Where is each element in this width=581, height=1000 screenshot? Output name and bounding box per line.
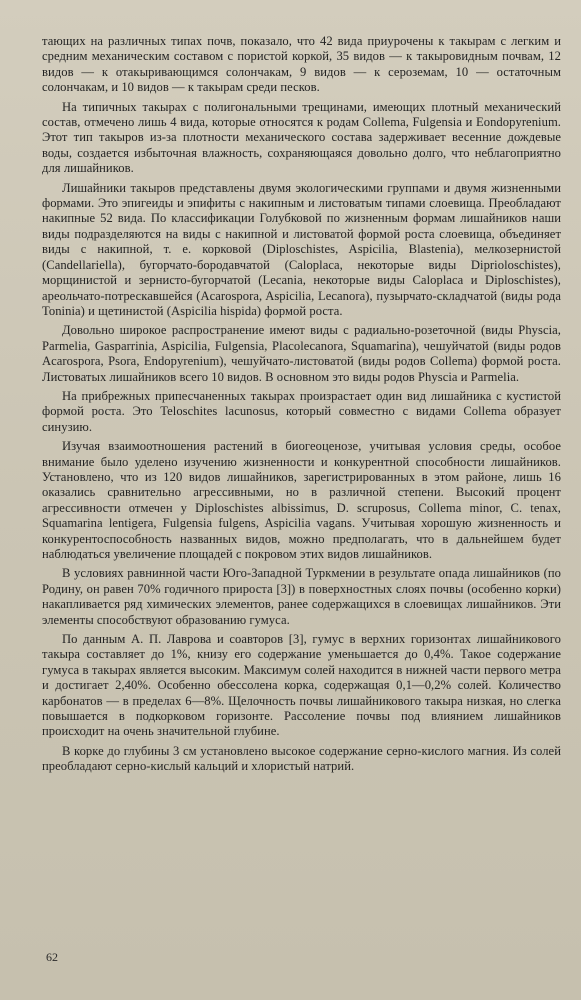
paragraph-2: На типичных такырах с полигональными трещинами, имеющих плотный механический состав, отмечено лишь 4 вида, которые относятся к родам Collema, Fulgensia и Eondopyrenium. Этот тип такыров из-за плотности механического состава задерживает весенние дождевые воды, создается избыточная влажность, сохраняющаяся довольно долго, что неблагоприятно для лишайников. bbox=[42, 99, 561, 176]
paragraph-4: Довольно широкое распространение имеют виды с радиально-розеточной (виды Physcia, Parmelia, Gasparrinia, Aspicilia, Fulgensia, Placolecanora, Squamarina), чешуйчатой (виды родов Acarospora, Psora, Endopyrenium), чешуйчато-листоватой (виды родов Collema) формой роста. Листоватых лишайников всего 10 видов. В основном это виды родов Physcia и Parmelia. bbox=[42, 323, 561, 384]
paragraph-9: В корке до глубины 3 см установлено высокое содержание серно-кислого магния. Из солей преобладают серно-кислый кальций и хлористый натрий. bbox=[42, 743, 561, 774]
paragraph-6: Изучая взаимоотношения растений в биогеоценозе, учитывая условия среды, особое внимание было уделено изучению жизненности и конкурентной способности лишайников. Установлено, что из 120 видов лишайников, зарегистрированных в этом районе, лишь 16 оказались сравнительно агрессивными, но в различной степени. Высокий процент агрессивности отмечен у Diploschistes albissimus, D. scruposus, Collema minor, C. tenax, Squamarina lentigera, Fulgensia fulgens, Aspicilia vagans. Учитывая хорошую жизненность и конкурентоспособность названных видов, можно предполагать, что в дальнейшем будет наблюдаться увеличение площадей с покровом этих видов лишайников. bbox=[42, 439, 561, 561]
page-number: 62 bbox=[46, 950, 58, 964]
paragraph-7: В условиях равнинной части Юго-Западной Туркмении в результате опада лишайников (по Родину, он равен 70% годичного прироста [3]) в поверхностных слоях почвы (особенно корки) накапливается ряд химических элементов, ранее содержащихся в слоевищах лишайников. Эти элементы способствуют образованию гумуса. bbox=[42, 566, 561, 627]
paragraph-5: На прибрежных припесчаненных такырах произрастает один вид лишайника с кустистой формой роста. Это Teloschites lacunosus, который совместно с видами Collema образует синузию. bbox=[42, 388, 561, 434]
body-text bbox=[42, 34, 561, 775]
paragraph-8: По данным А. П. Лаврова и соавторов [3], гумус в верхних горизонтах лишайникового такыра составляет до 1%, книзу его содержание уменьшается до 0,4%. Такое содержание гумуса в такырах является высоким. Максимум солей находится в нижней части первого метра и достигает 2,40%. Особенно обессолена корка, содержащая 0,1—0,2% солей. Количество карбонатов — в пределах 6—8%. Щелочность почвы лишайникового такыра низкая, но слегка повышается в подкорковом горизонте. Рассоление почвы под влиянием лишайников происходит на очень значительной глубине. bbox=[42, 632, 561, 739]
paragraph-3: Лишайники такыров представлены двумя экологическими группами и двумя жизненными формами. Это эпигеиды и эпифиты с накипным и листоватым типами слоевища. Преобладают накипные 52 вида. По классификации Голубковой по жизненным формам лишайников наши виды подразделяются на виды с накипной и листоватой формой роста слоевища, объединяет виды с накипной, т. е. корковой (Diploschistes, Aspicilia, Blastenia), мелкозернистой (Candellariella), бугорчато-бородавчатой (Caloplaca, некоторые виды Diprioloschistes), морщинистой и зернисто-бугорчатой (Lecania, некоторые виды Caloplaca и Diploschistes), ареольчато-потрескавшейся (Acarospora, Aspicilia, Lecanora), пузырчато-складчатой (виды рода Toninia) и щетинистой (Aspicilia hispida) формой роста. bbox=[42, 180, 561, 318]
paragraph-1: тающих на различных типах почв, показало, что 42 вида приурочены к такырам с легким и средним механическим составом с пористой коркой, 35 видов — к такыровидным почвам, 12 видов — к отакыривающимся солончакам, 9 видов — к сероземам, 10 — остаточным солончакам, и 10 видов — к такырам среди песков. bbox=[42, 34, 561, 95]
